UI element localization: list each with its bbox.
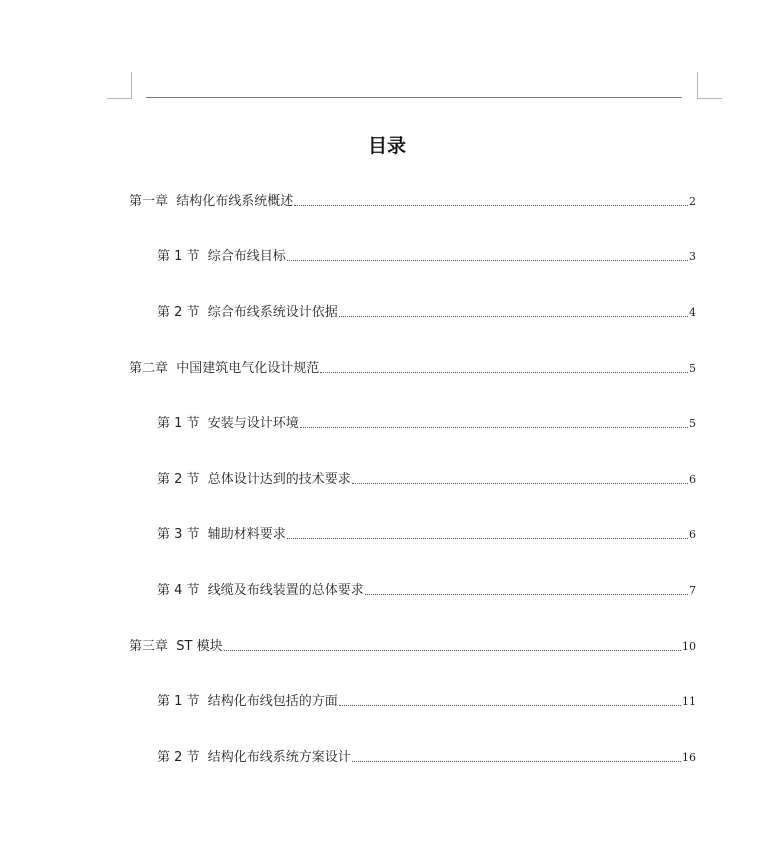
- toc-page-number: 16: [682, 751, 696, 764]
- toc-entry-text: 第二章 中国建筑电气化设计规范: [129, 361, 320, 376]
- toc-section-entry[interactable]: [157, 748, 696, 766]
- toc-dot-leader: [339, 315, 688, 317]
- page-title: 目录: [367, 135, 406, 157]
- toc-dot-leader: [320, 371, 688, 373]
- header-rule: [146, 97, 682, 98]
- toc-entry-text: 第 1 节 综合布线目标: [157, 249, 286, 264]
- toc-entry-text: 第 2 节 综合布线系统设计依据: [157, 305, 338, 320]
- page-corner-mark-right: [697, 72, 722, 99]
- toc-chapter-entry[interactable]: [129, 637, 696, 655]
- toc-chapter-entry[interactable]: [129, 192, 696, 210]
- toc-dot-leader: [300, 426, 688, 428]
- toc-page-number: 6: [689, 528, 696, 541]
- toc-entry-text: 第 1 节 安装与设计环境: [157, 416, 299, 431]
- toc-entry-text: 第 1 节 结构化布线包括的方面: [157, 694, 338, 709]
- toc-dot-leader: [287, 537, 688, 539]
- toc-page-number: 11: [682, 695, 696, 708]
- toc-dot-leader: [339, 704, 681, 706]
- toc-entry-text: 第 2 节 结构化布线系统方案设计: [157, 750, 351, 765]
- toc-page-number: 5: [689, 417, 696, 430]
- toc-section-entry[interactable]: [157, 525, 696, 543]
- toc-section-entry[interactable]: [157, 414, 696, 432]
- toc-dot-leader: [294, 204, 688, 206]
- toc-dot-leader: [287, 259, 688, 261]
- toc-page-number: 6: [689, 473, 696, 486]
- toc-page-number: 10: [682, 640, 696, 653]
- toc-entry-text: 第 2 节 总体设计达到的技术要求: [157, 472, 351, 487]
- toc-section-entry[interactable]: [157, 303, 696, 321]
- page-corner-mark-left: [107, 72, 132, 99]
- toc-entry-text: 第 3 节 辅助材料要求: [157, 527, 286, 542]
- toc-dot-leader: [352, 482, 688, 484]
- toc-page-number: 7: [689, 584, 696, 597]
- toc-section-entry[interactable]: [157, 247, 696, 265]
- toc-entry-text: 第 4 节 线缆及布线装置的总体要求: [157, 583, 364, 598]
- toc-section-entry[interactable]: [157, 470, 696, 488]
- toc-page-number: 3: [689, 250, 696, 263]
- toc-section-entry[interactable]: [157, 581, 696, 599]
- toc-chapter-entry[interactable]: [129, 359, 696, 377]
- toc-section-entry[interactable]: [157, 692, 696, 710]
- toc-entry-text: 第三章 ST 模块: [129, 639, 223, 654]
- toc-page-number: 2: [689, 195, 696, 208]
- toc-dot-leader: [224, 649, 681, 651]
- toc-page-number: 5: [689, 362, 696, 375]
- toc-page-number: 4: [689, 306, 696, 319]
- toc-dot-leader: [365, 593, 688, 595]
- toc-entry-text: 第一章 结构化布线系统概述: [129, 194, 294, 209]
- toc-dot-leader: [352, 760, 681, 762]
